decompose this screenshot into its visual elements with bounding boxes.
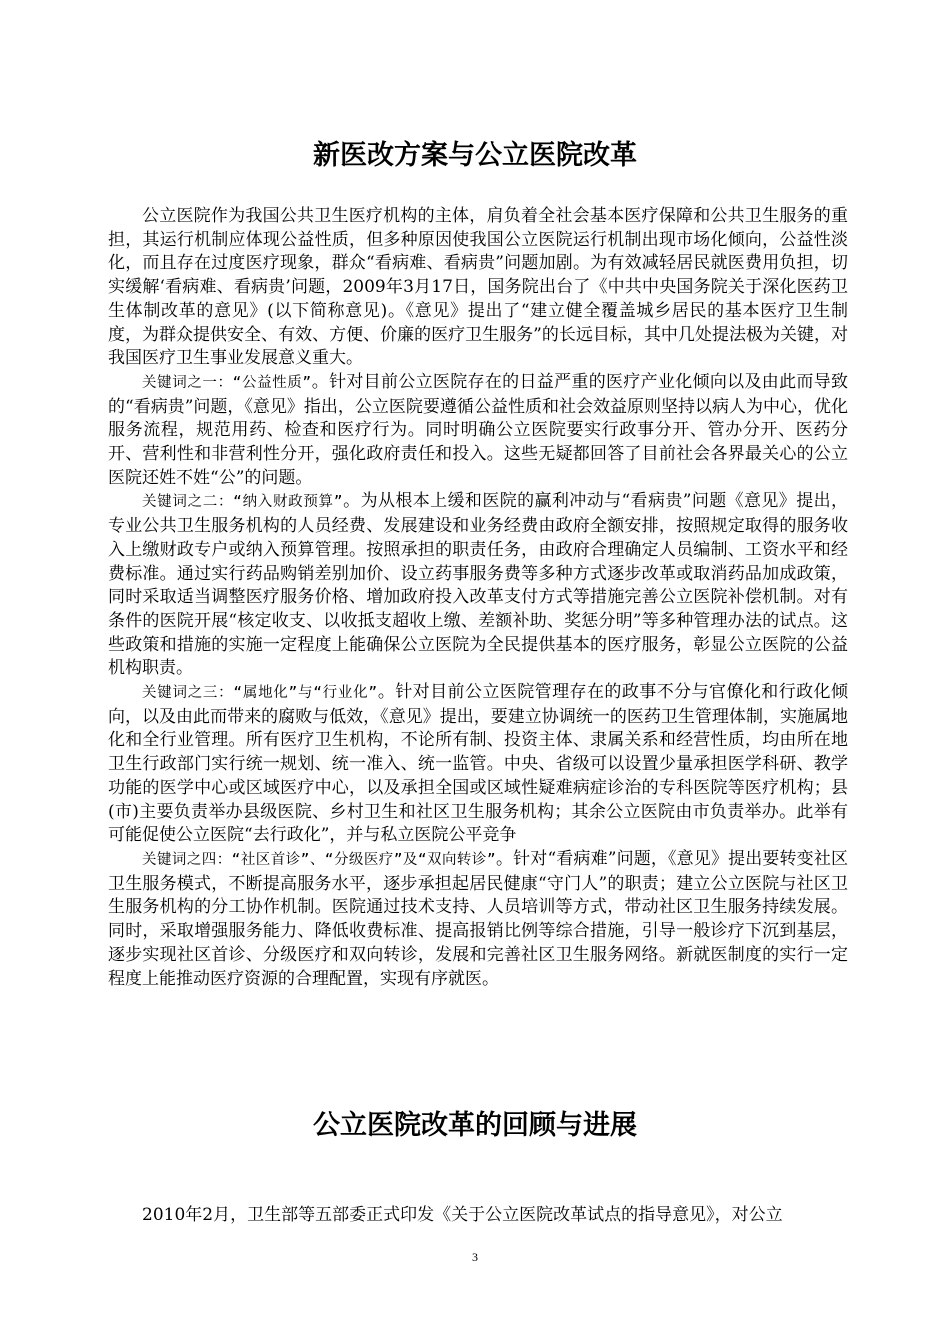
section-body-reform-plan bbox=[108, 205, 848, 991]
keyword-paragraph-1 bbox=[108, 371, 848, 491]
keyword-text: 。针对“看病难”问题，《意见》提出要转变社区卫生服务模式，不断提高服务水平，逐步承担起居民健康“守门人”的职责；建立公立医院与社区卫生服务机构的分工协作机制。医院通过技术支持、人员培训等方式，带动社区卫生服务持续发展。同时，采取增强服务能力、降低收费标准、提高报销比例等综合措施，引导一般诊疗下沉到基层，逐步实现社区首诊、分级医疗和双向转诊，发展和完善社区卫生服务网络。新就医制度的实行一定程度上能推动医疗资源的合理配置，实现有序就医。 bbox=[108, 848, 848, 989]
review-paragraph: 2010年2月，卫生部等五部委正式印发《关于公立医院改革试点的指导意见》，对公立 bbox=[142, 1205, 783, 1225]
keyword-text: 。为从根本上缓和医院的赢利冲动与“看病贵”问题《意见》提出，专业公共卫生服务机构的人员经费、发展建设和业务经费由政府全额安排，按照规定取得的服务收入上缴财政专户或纳入预算管理。按照承担的职责任务，由政府合理确定人员编制、工资水平和经费标准。通过实行药品购销差别加价、设立药事服务费等多种方式逐步改革或取消药品加成政策，同时采取适当调整医疗服务价格、增加政府投入改革支付方式等措施完善公立医院补偿机制。对有条件的医院开展“核定收支、以收抵支超收上缴、差额补助、奖惩分明”等多种管理办法的试点。这些政策和措施的实施一定程度上能确保公立医院为全民提供基本的医疗服务，彰显公立医院的公益机构职责。 bbox=[108, 491, 848, 679]
keyword-label: 关键词之四：“社区首诊”、“分级医疗”及“双向转诊” bbox=[142, 851, 496, 868]
section-title-reform-plan: 新医改方案与公立医院改革 bbox=[313, 140, 637, 171]
keyword-label: 关键词之一：“公益性质” bbox=[142, 374, 312, 391]
section-title-review-progress: 公立医院改革的回顾与进展 bbox=[313, 1110, 637, 1141]
keyword-paragraph-2 bbox=[108, 490, 848, 681]
keyword-text: 。针对目前公立医院管理存在的政事不分与官僚化和行政化倾向，以及由此而带来的腐败与低效，《意见》提出，要建立协调统一的医药卫生管理体制，实施属地化和全行业管理。所有医疗卫生机构，不论所有制、投资主体、隶属关系和经营性质，均由所在地卫生行政部门实行统一规划、统一准入、统一监管。中央、省级可以设置少量承担医学科研、教学功能的医学中心或区域医疗中心，以及承担全国或区域性疑难病症诊治的专科医院等医疗机构；县(市)主要负责举办县级医院、乡村卫生和社区卫生服务机构；其余公立医院由市负责举办。此举有可能促使公立医院“去行政化”，并与私立医院公平竞争 bbox=[108, 682, 848, 846]
keyword-label: 关键词之三：“属地化”与“行业化” bbox=[142, 685, 378, 702]
page-number: 3 bbox=[472, 1250, 478, 1264]
section-body-review-progress bbox=[108, 1204, 848, 1228]
keyword-paragraph-3 bbox=[108, 681, 848, 848]
keyword-label: 关键词之二：“纳入财政预算” bbox=[142, 494, 343, 511]
keyword-text: 。针对目前公立医院存在的日益严重的医疗产业化倾向以及由此而导致的“看病贵”问题，《意见》指出，公立医院要遵循公益性质和社会效益原则坚持以病人为中心，优化服务流程，规范用药、检查和医疗行为。同时明确公立医院要实行政事分开、管办分开、医药分开、营利性和非营利性分开，强化政府责任和投入。这些无疑都回答了目前社会各界最关心的公立医院还姓不姓“公”的问题。 bbox=[108, 371, 849, 488]
intro-paragraph: 公立医院作为我国公共卫生医疗机构的主体，肩负着全社会基本医疗保障和公共卫生服务的重担，其运行机制应体现公益性质，但多种原因使我国公立医院运行机制出现市场化倾向，公益性淡化，而且存在过度医疗现象，群众“看病难、看病贵”问题加剧。为有效减轻居民就医费用负担，切实缓解‘看病难、看病贵’问题，2009年3月17日，国务院出台了《中共中央国务院关于深化医药卫生体制改革的意见》(以下简称意见)。《意见》提出了“建立健全覆盖城乡居民的基本医疗卫生制度，为群众提供安全、有效、方便、价廉的医疗卫生服务”的长远目标，其中几处提法极为关键，对我国医疗卫生事业发展意义重大。 bbox=[108, 206, 848, 369]
keyword-paragraph-4 bbox=[108, 848, 848, 991]
